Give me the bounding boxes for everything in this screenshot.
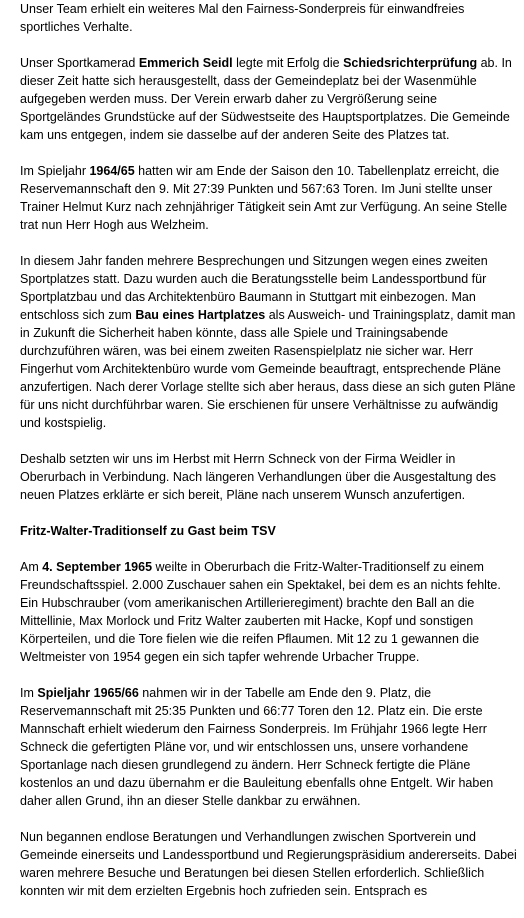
paragraph-season-1964-65 (20, 162, 518, 234)
section-heading (20, 522, 518, 540)
text-segment: Am (20, 560, 43, 574)
bold-term: Schiedsrichterprüfung (343, 56, 478, 70)
text-segment: weilte in Oberurbach die Fritz-Walter-Traditionself zu einem Freundschaftsspiel. 2.000 Zuschauer sahen ein Spektakel, bei dem es an nichts fehlte. Ein Hubschrauber (vom amerikanischen Artillerieregiment) brachte den Ball an die Mittellinie, Max Morlock und Fritz Walter zauberten mit Hacke, Kopf und sonstigen Körperteilen, und die Tore fielen wie die reifen Pflaumen. Mit 12 zu 1 gewannen die Weltmeister von 1954 gegen ein sich tapfer wehrende Urbacher Truppe. (20, 560, 501, 664)
bold-season: Spieljahr 1965/66 (37, 686, 139, 700)
heading-text: Fritz-Walter-Traditionself zu Gast beim TSV (20, 524, 276, 538)
paragraph-referee-exam (20, 54, 518, 144)
text-segment: ab. In dieser Zeit hatte sich herausgestellt, dass der Gemeindeplatz bei der Wasenmühle aufgegeben werden muss. Der Verein erwarb daher zu Vergrößerung seine Sportgeländes Grundstücke auf der Südwestseite des Hauptsportplatzes. Die Gemeinde kam uns entgegen, indem sie dasselbe auf der anderen Seite des Platzes tat. (20, 56, 512, 142)
text-segment: Nun begannen endlose Beratungen und Verhandlungen zwischen Sportverein und Gemeinde einerseits und Landessportbund und Regierungspräsidium andererseits. Dabei waren mehrere Besuche und Beratungen bei diesen Stellen erforderlich. Schließlich konnten wir mit dem erzielten Ergebnis hoch zufrieden sein. Entsprach es (20, 830, 517, 898)
text-segment: Im Spieljahr (20, 164, 90, 178)
paragraph-negotiations (20, 828, 518, 900)
paragraph-herr-schneck (20, 450, 518, 504)
paragraph-season-1965-66 (20, 684, 518, 810)
text-segment: hatten wir am Ende der Saison den 10. Tabellenplatz erreicht, die Reservemannschaft den 9. Mit 27:39 Punkten und 567:63 Toren. Im Juni stellte unser Trainer Helmut Kurz nach zehnjähriger Tätigkeit sein Amt zur Verfügung. An seine Stelle trat nun Herr Hogh aus Welzheim. (20, 164, 508, 232)
bold-date: 4. September 1965 (42, 560, 153, 574)
paragraph-friendly-match (20, 558, 518, 666)
bold-name: Emmerich Seidl (138, 56, 233, 70)
text-segment: Unser Team erhielt ein weiteres Mal den Fairness-Sonderpreis für einwandfreies sportliches Verhalte. (20, 2, 465, 34)
document-page (20, 0, 518, 918)
text-segment: legte mit Erfolg die (232, 56, 344, 70)
bold-season: 1964/65 (89, 164, 135, 178)
paragraph-fairness-award (20, 0, 518, 36)
paragraph-second-pitch (20, 252, 518, 432)
text-segment: Im (20, 686, 38, 700)
bold-hard-court: Bau eines Hartplatzes (135, 308, 266, 322)
text-segment: als Ausweich- und Trainingsplatz, damit man in Zukunft die Sicherheit haben könnte, dass alle Spiele und Trainingsabende durchzuführen wären, was bei einem zweiten Rasenspielplatz nie sicher war. Herr Fingerhut vom Architektenbüro wurde vom Gemeinde beauftragt, entsprechende Pläne anzufertigen. Nach derer Vorlage stellte sich aber heraus, dass diese an sich guten Pläne für uns nicht durchführbar waren. Sie erschienen für unsere Verhältnisse zu aufwändig und kostspielig. (20, 308, 516, 430)
text-segment: nahmen wir in der Tabelle am Ende den 9. Platz, die Reservemannschaft mit 25:35 Punkten und 66:77 Toren den 12. Platz ein. Die erste Mannschaft erhielt wiederum den Fairness Sonderpreis. Im Frühjahr 1966 legte Herr Schneck die gefertigten Pläne vor, und wir entschlossen uns, unsere vorhandene Sportanlage nach diesen grundlegend zu ändern. Herr Schneck fertigte die Pläne kostenlos an und dazu übernahm er die Bauleitung ebenfalls ohne Entgelt. Wir haben daher allen Grund, ihn an dieser Stelle dankbar zu erwähnen. (20, 686, 494, 808)
text-segment: Deshalb setzten wir uns im Herbst mit Herrn Schneck von der Firma Weidler in Oberurbach in Verbindung. Nach längeren Verhandlungen über die Ausgestaltung des neuen Platzes erklärte er sich bereit, Pläne nach unserem Wunsch anzufertigen. (20, 452, 497, 502)
text-segment: In diesem Jahr fanden mehrere Besprechungen und Sitzungen wegen eines zweiten Sportplatzes statt. Dazu wurden auch die Beratungsstelle beim Landessportbund für Sportplatzbau und das Architektenbüro Baumann in Stuttgart mit einbezogen. Man entschloss sich zum (20, 254, 488, 322)
text-segment: Unser Sportkamerad (20, 56, 139, 70)
